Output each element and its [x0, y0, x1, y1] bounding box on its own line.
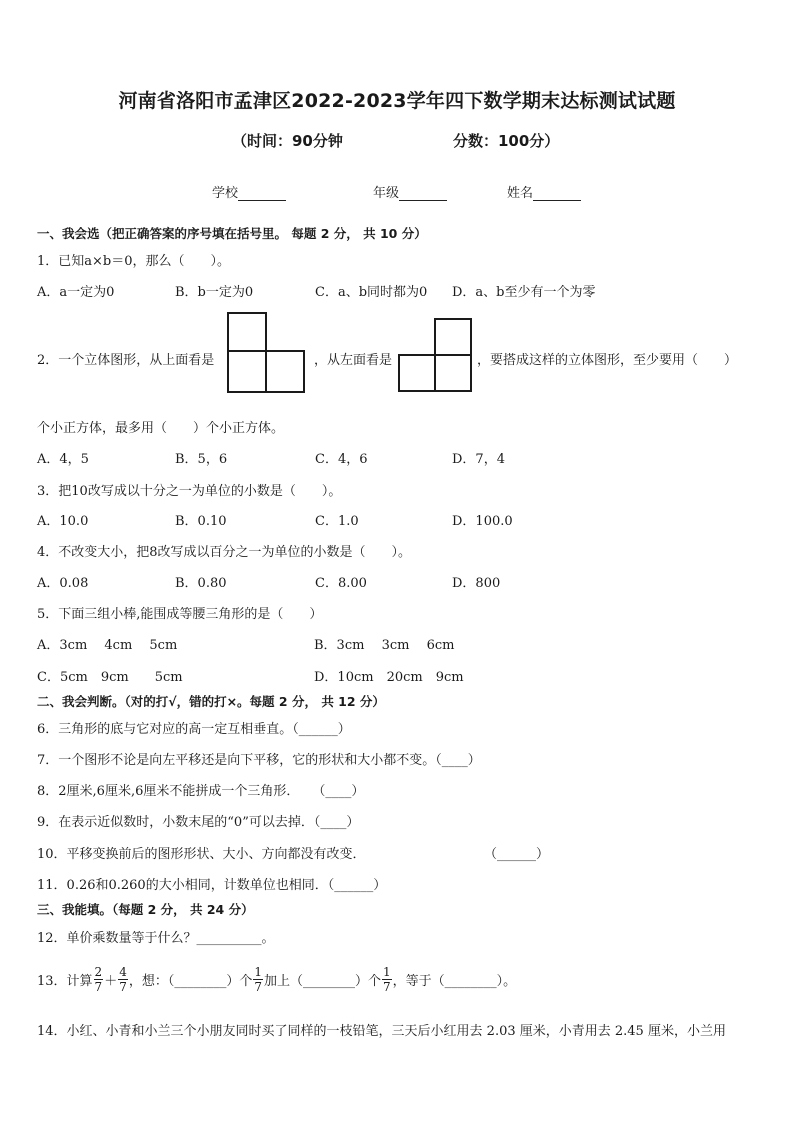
q13-equals: ，等于（________）。: [392, 973, 517, 989]
q9: 9．在表示近似数时，小数末尾的“0”可以去掉．（____）: [37, 815, 360, 830]
q3-option-a[interactable]: A．10.0: [37, 514, 89, 529]
section1-heading: 一、我会选（把正确答案的序号填在括号里。 每题 2 分， 共 10 分）: [37, 226, 427, 241]
q2-option-c[interactable]: C．4，6: [315, 452, 368, 467]
left-view-figure: [398, 318, 473, 393]
q7: 7．一个图形不论是向左平移还是向下平移，它的形状和大小都不变。（____）: [37, 753, 481, 768]
exam-score: 分数：100分）: [453, 132, 560, 150]
left-view-square-right: [435, 355, 471, 391]
q3-option-c[interactable]: C．1.0: [315, 514, 359, 529]
q14: 14．小红、小青和小兰三个小朋友同时买了同样的一枝铅笔，三天后小红用去 2.03 厘米，小青用去 2.45 厘米，小兰用: [37, 1024, 726, 1039]
school-label: 学校: [212, 186, 239, 201]
name-label: 姓名: [507, 186, 534, 201]
q2-part3: ，要搭成这样的立体图形，至少要用（ ）: [477, 353, 738, 368]
fraction-2-7: 2 7: [94, 964, 103, 994]
q4-option-d[interactable]: D．800: [452, 576, 501, 591]
q2-line2: 个小正方体，最多用（ ）个小正方体。: [37, 421, 285, 436]
q4-stem: 4．不改变大小，把8改写成以百分之一为单位的小数是（ ）。: [37, 545, 412, 560]
fraction-4-7: 4 7: [119, 964, 127, 994]
exam-time: （时间：90分钟: [232, 132, 343, 150]
q4-option-c[interactable]: C．8.00: [315, 576, 367, 591]
fraction-1-7-second: 1 7: [383, 964, 391, 994]
q13-think: ，想：（________）个: [128, 973, 253, 989]
page-title: 河南省洛阳市孟津区2022-2023学年四下数学期末达标测试试题: [118, 90, 676, 112]
q10-answer-blank[interactable]: （______）: [484, 847, 550, 862]
q4-option-b[interactable]: B．0.80: [175, 576, 227, 591]
q1-option-a[interactable]: A．a一定为0: [37, 285, 115, 300]
name-blank[interactable]: [533, 200, 581, 201]
fraction-1-7-first: 1 7: [254, 964, 262, 994]
q13-add: 加上（________）个: [264, 973, 382, 989]
plus-sign: ＋: [104, 973, 118, 989]
top-view-square-right: [266, 351, 304, 392]
q2-part2: ，从左面看是: [314, 353, 393, 368]
q12: 12．单价乘数量等于什么？__________。: [37, 931, 275, 946]
grade-blank[interactable]: [399, 200, 447, 201]
q2-option-d[interactable]: D．7，4: [452, 452, 505, 467]
section3-heading: 三、我能填。（每题 2 分， 共 24 分）: [37, 902, 254, 917]
left-view-square-left: [399, 355, 435, 391]
q6: 6．三角形的底与它对应的高一定互相垂直。（______）: [37, 722, 351, 737]
top-view-square-left: [228, 351, 266, 392]
q13-lead: 13．计算: [37, 973, 93, 989]
q2-option-b[interactable]: B．5，6: [175, 452, 228, 467]
q2-option-a[interactable]: A．4，5: [37, 452, 89, 467]
q1-option-c[interactable]: C．a、b同时都为0: [315, 285, 428, 300]
top-view-square-top: [228, 313, 266, 351]
section2-heading: 二、我会判断。（对的打√，错的打×。每题 2 分， 共 12 分）: [37, 694, 385, 709]
q1-option-d[interactable]: D．a、b至少有一个为零: [452, 285, 596, 300]
grade-field[interactable]: [373, 182, 447, 201]
left-view-square-top: [435, 319, 471, 355]
q10-stem: 10．平移变换前后的图形形状、大小、方向都没有改变．: [37, 847, 366, 862]
q3-option-b[interactable]: B．0.10: [175, 514, 227, 529]
q8: 8．2厘米,6厘米,6厘米不能拼成一个三角形． （____）: [37, 784, 365, 799]
q5-stem: 5．下面三组小棒,能围成等腰三角形的是（ ）: [37, 607, 323, 622]
q1-option-b[interactable]: B．b一定为0: [175, 285, 254, 300]
top-view-figure: [227, 312, 306, 394]
q1-stem: 1．已知a×b＝0，那么（ ）。: [37, 254, 231, 269]
q11: 11．0.26和0.260的大小相同，计数单位也相同．（______）: [37, 878, 387, 893]
q3-option-d[interactable]: D．100.0: [452, 514, 513, 529]
q2-part1: 2．一个立体图形，从上面看是: [37, 353, 215, 368]
q4-option-a[interactable]: A．0.08: [37, 576, 89, 591]
q5-option-d[interactable]: D．10cm 20cm 9cm: [314, 670, 464, 685]
school-field[interactable]: [212, 182, 286, 201]
school-blank[interactable]: [238, 200, 286, 201]
q5-option-c[interactable]: C．5cm 9cm 5cm: [37, 670, 183, 685]
name-field[interactable]: [507, 182, 581, 201]
q5-option-b[interactable]: B．3cm 3cm 6cm: [314, 638, 455, 653]
grade-label: 年级: [373, 186, 400, 201]
q3-stem: 3．把10改写成以十分之一为单位的小数是（ ）。: [37, 484, 342, 499]
q13: [37, 962, 516, 996]
q5-option-a[interactable]: A．3cm 4cm 5cm: [37, 638, 178, 653]
